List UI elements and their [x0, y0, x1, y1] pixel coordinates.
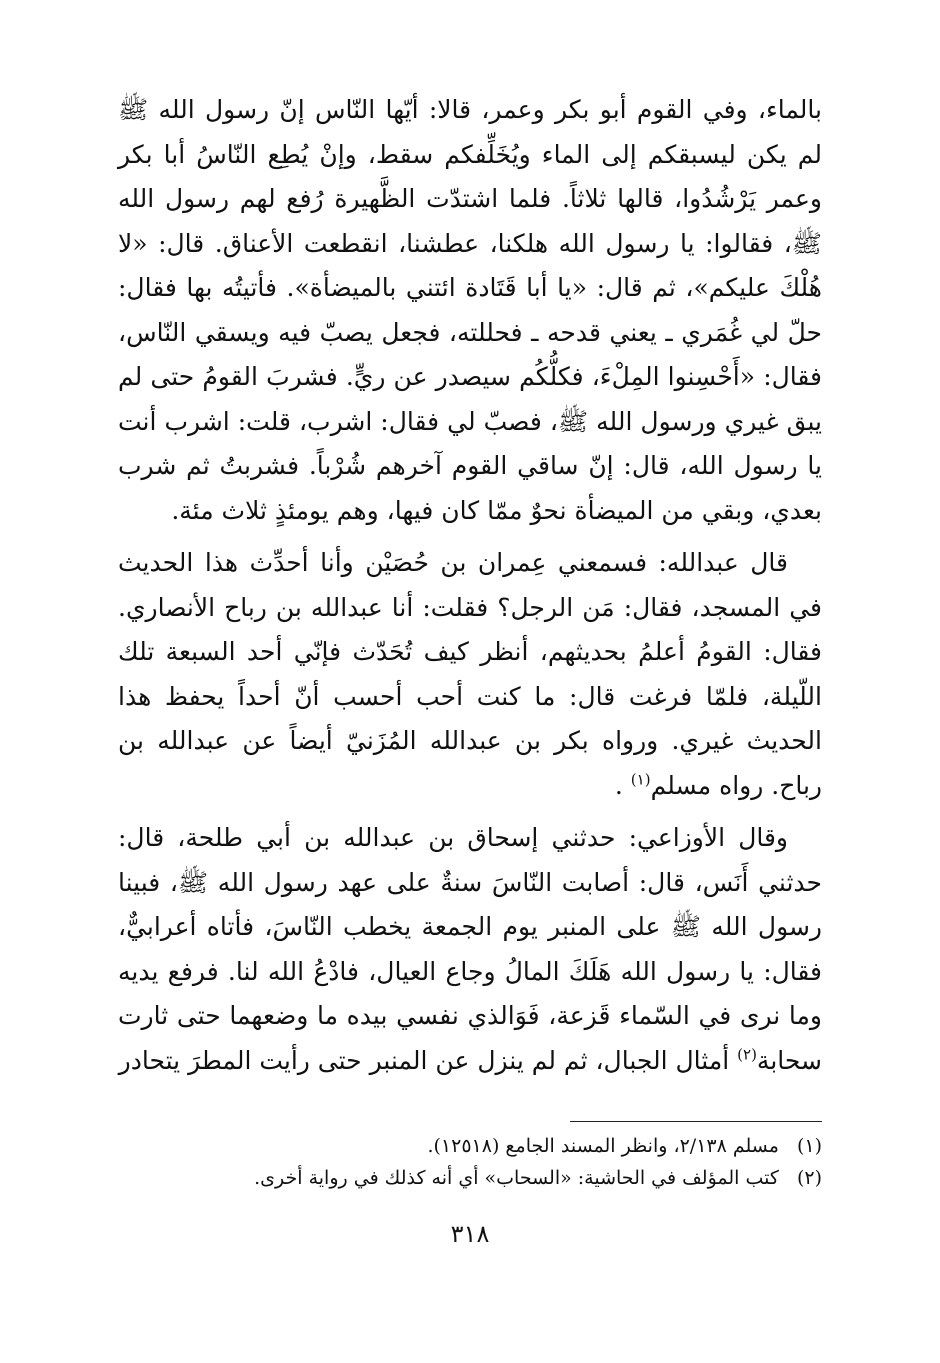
page-number: ٣١٨ [450, 1220, 490, 1248]
footnote-ref-1: (١) [630, 770, 651, 789]
footnote-2 [118, 1162, 822, 1194]
paragraph-2-tail: . [614, 770, 631, 800]
footnote-separator [570, 1121, 822, 1122]
paragraph-2-text: قال عبدالله: فسمعني عِمران بن حُصَيْن وأنا أحدِّث هذا الحديث في المسجد، فقال: مَن الرجل؟ فقلت: أنا عبدالله بن رباح الأنصاري. فقال: القومُ أعلمُ بحديثهم، أنظر كيف تُحَدّث فإنّي أحد السبعة تلك اللّيلة، فلمّا فرغت قال: ما كنت أحب أحسب أنّ أحداً يحفظ هذا الحديث غيري. ورواه بكر بن عبدالله المُزَنيّ أيضاً عن عبدالله بن رباح. رواه مسلم [118, 548, 822, 800]
paragraph-3 [118, 816, 822, 1083]
paragraph-1 [118, 88, 822, 533]
footnote-1-number: (١) [796, 1135, 822, 1157]
footnote-1-text: مسلم ٢/١٣٨، وانظر المسند الجامع (١٢٥١٨). [427, 1135, 779, 1157]
footnotes [118, 1130, 822, 1194]
footnote-2-text: كتب المؤلف في الحاشية: «السحاب» أي أنه كذلك في رواية أخرى. [254, 1167, 779, 1189]
footnote-2-number: (٢) [796, 1167, 822, 1189]
paragraph-3-text: وقال الأوزاعي: حدثني إسحاق بن عبدالله بن أبي طلحة، قال: حدثني أَنَس، قال: أصابت النّاسَ سنةٌ على عهد رسول الله ﷺ، فبينا رسول الله ﷺ على المنبر يوم الجمعة يخطب النّاسَ، فأتاه أعرابيٌّ، فقال: يا رسول الله هَلَكَ المالُ وجاع العيال، فادْعُ الله لنا. فرفع يديه وما نرى في السّماء قَزعة، فَوَالذي نفسي بيده ما وضعهما حتى ثارت سحابة [118, 823, 822, 1075]
main-text [118, 88, 822, 1083]
footnote-1 [118, 1130, 822, 1162]
paragraph-2 [118, 541, 822, 808]
paragraph-3-tail: أمثال الجبال، ثم لم ينزل عن المنبر حتى رأيت المطرَ يتحادر [118, 1045, 738, 1075]
paragraph-1-text: بالماء، وفي القوم أبو بكر وعمر، قالا: أيّها النّاس إنّ رسول الله ﷺ لم يكن ليسبقكم إلى الماء ويُخَلِّفكم سقط، وإنْ يُطِع النّاسُ أبا بكر وعمر يَرْشُدُوا، قالها ثلاثاً. فلما اشتدّت الظَّهيرة رُفع لهم رسول الله ﷺ، فقالوا: يا رسول الله هلكنا، عطشنا، انقطعت الأعناق. قال: «لا هُلْكَ عليكم»، ثم قال: «يا أبا قَتَادة ائتني بالميضأة». فأتيتُه بها فقال: حلّ لي غُمَري ـ يعني قدحه ـ فحللته، فجعل يصبّ فيه ويسقي النّاس، فقال: «أَحْسِنوا المِلْءَ، فكلُّكُم سيصدر عن ريٍّ. فشربَ القومُ حتى لم يبق غيري ورسول الله ﷺ، فصبّ لي فقال: اشرب، قلت: اشرب أنت يا رسول الله، قال: إنّ ساقي القوم آخرهم شُرْباً. فشربتُ ثم شرب بعدي، وبقي من الميضأة نحوٌ ممّا كان فيها، وهم يومئذٍ ثلاث مئة. [118, 95, 822, 525]
footnote-ref-2: (٢) [737, 1045, 757, 1064]
